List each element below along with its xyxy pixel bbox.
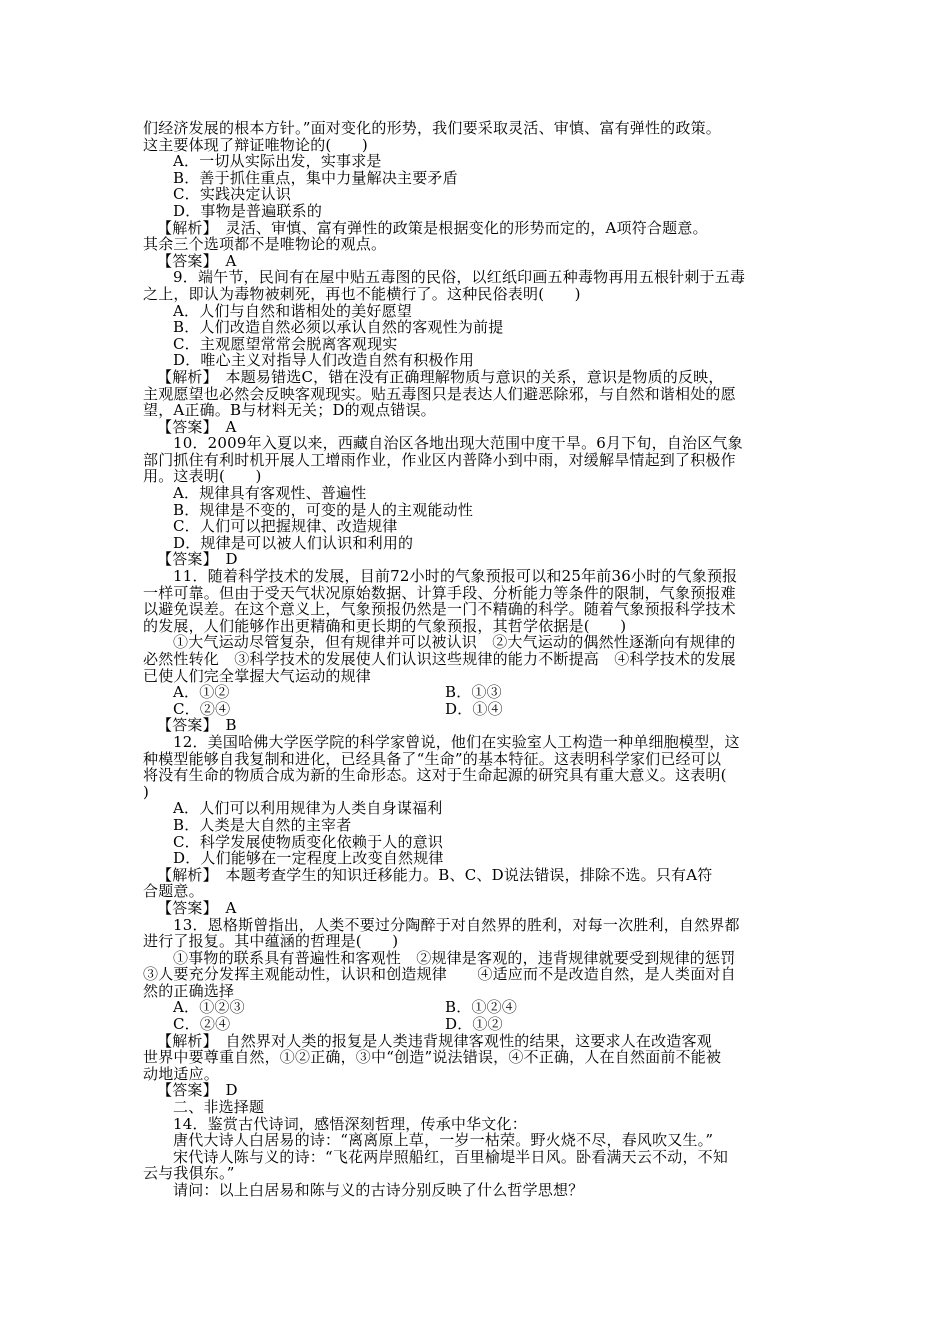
text-line: C．主观愿望常常会脱离客观现实 <box>173 334 398 353</box>
text-line: D．规律是可以被人们认识和利用的 <box>173 533 414 552</box>
text-line: A．规律具有客观性、普遍性 <box>173 484 367 503</box>
text-line: 必然性转化 ③科学技术的发展使人们认识这些规律的能力不断提高 ④科学技术的发展 <box>143 650 736 668</box>
text-line: 二、非选择题 <box>173 1098 265 1117</box>
text-line: 【解析】 本题考查学生的知识迁移能力。B、C、D说法错误，排除不选。只有A符 <box>157 865 713 884</box>
text-line: 唐代大诗人白居易的诗：“离离原上草，一岁一枯荣。野火烧不尽，春风吹又生。” <box>173 1131 714 1150</box>
text-line: 以避免误差。在这个意义上，气象预报仍然是一门不精确的科学。随着气象预报科学技术 <box>143 600 736 619</box>
text-line: A．一切从实际出发，实事求是 <box>173 152 382 171</box>
option-text: B．①②④ <box>445 998 518 1017</box>
option-row <box>143 1016 813 1033</box>
text-line: 一样可靠。但由于受天气状况原始数据、计算手段、分析能力等条件的限制，气象预报难 <box>143 583 736 602</box>
text-line: 这主要体现了辩证唯物论的( ) <box>143 135 368 154</box>
option-text: C．②④ <box>173 699 231 718</box>
text-line: 用。这表明( ) <box>143 467 262 486</box>
text-line: ③人要充分发挥主观能动性，认识和创造规律 ④适应而不是改造自然，是人类面对自 <box>143 965 736 984</box>
text-line: D．人们能够在一定程度上改变自然规律 <box>173 849 444 868</box>
text-line: 将没有生命的物质合成为新的生命形态。这对于生命起源的研究具有重大意义。这表明( <box>143 766 727 785</box>
text-line: A．人们可以利用规律为人类自身谋福利 <box>173 799 443 818</box>
text-line: 望，A正确。B与材料无关；D的观点错误。 <box>143 401 436 420</box>
text-line: C．人们可以把握规律、改造规律 <box>173 517 398 536</box>
text-line: 【答案】 A <box>157 417 237 436</box>
text-line: 主观愿望也必然会反映客观现实。贴五毒图只是表达人们避恶除邪，与自然和谐相处的愿 <box>143 384 736 403</box>
text-line: D．事物是普遍联系的 <box>173 201 323 220</box>
option-row <box>143 701 813 718</box>
text-line: 【答案】 D <box>157 1081 238 1100</box>
text-line: 12．美国哈佛大学医学院的科学家曾说，他们在实验室人工构造一种单细胞模型，这 <box>173 732 740 751</box>
text-line: B．善于抓住重点，集中力量解决主要矛盾 <box>173 168 458 187</box>
option-text: D．①② <box>445 1015 503 1034</box>
option-text: A．①②③ <box>173 998 245 1017</box>
text-line: 11．随着科学技术的发展，目前72小时的气象预报可以和25年前36小时的气象预报 <box>173 567 738 586</box>
text-line: 然的正确选择 <box>143 981 235 1000</box>
text-line: 13．恩格斯曾指出，人类不要过分陶醉于对自然界的胜利，对每一次胜利，自然界都 <box>173 915 740 934</box>
text-line: 【答案】 D <box>157 550 238 569</box>
text-line: B．人们改造自然必须以承认自然的客观性为前提 <box>173 318 504 337</box>
text-line: C．科学发展使物质变化依赖于人的意识 <box>173 832 444 851</box>
text-line: 进行了报复。其中蕴涵的哲理是( ) <box>143 932 399 951</box>
document-page <box>143 120 813 1199</box>
option-row <box>143 999 813 1016</box>
text-line: 【答案】 A <box>157 251 237 270</box>
option-row <box>143 684 813 701</box>
text-line: 【答案】 B <box>157 716 237 735</box>
text-line: 9．端午节，民间有在屋中贴五毒图的民俗，以红纸印画五种毒物再用五根针刺于五毒 <box>173 268 746 287</box>
text-line: 其余三个选项都不是唯物论的观点。 <box>143 235 387 254</box>
text-line: 请问：以上白居易和陈与义的古诗分别反映了什么哲学思想？ <box>173 1181 584 1199</box>
text-line: 的发展，人们能够作出更精确和更长期的气象预报，其哲学依据是( ) <box>143 616 627 635</box>
text-line: ) <box>143 782 150 801</box>
text-line: 动地适应。 <box>143 1064 220 1083</box>
text-line: 合题意。 <box>143 882 204 901</box>
text-line: 云与我俱东。” <box>143 1164 235 1183</box>
text-line: 【解析】 灵活、审慎、富有弹性的政策是根据变化的形势而定的，A项符合题意。 <box>157 218 708 237</box>
text-line: 种模型能够自我复制和进化，已经具备了“生命”的基本特征。这表明科学家们已经可以 <box>143 749 722 768</box>
text-line: 世界中要尊重自然，①②正确，③中“创造”说法错误，④不正确，人在自然面前不能被 <box>143 1048 722 1067</box>
text-line: 【解析】 本题易错选C，错在没有正确理解物质与意识的关系，意识是物质的反映， <box>157 367 724 386</box>
text-line: C．实践决定认识 <box>173 185 292 204</box>
text-line: 10．2009年入夏以来，西藏自治区各地出现大范围中度干旱。6月下旬，自治区气象 <box>173 434 743 453</box>
text-line: ①事物的联系具有普遍性和客观性 ②规律是客观的，违背规律就要受到规律的惩罚 <box>173 948 736 967</box>
text-line: B．人类是大自然的主宰者 <box>173 815 352 834</box>
text-line: 们经济发展的根本方针。”面对变化的形势，我们要采取灵活、审慎、富有弹性的政策。 <box>143 119 721 137</box>
text-line: 14．鉴赏古代诗词，感悟深刻哲理，传承中华文化： <box>173 1114 527 1133</box>
text-line: 部门抓住有利时机开展人工增雨作业，作业区内普降小到中雨，对缓解旱情起到了积极作 <box>143 450 736 469</box>
text-line: 【答案】 A <box>157 898 237 917</box>
text-line: B．规律是不变的，可变的是人的主观能动性 <box>173 500 474 519</box>
text-line: ①大气运动尽管复杂，但有规律并可以被认识 ②大气运动的偶然性逐渐向有规律的 <box>173 633 736 652</box>
text-line: 已使人们完全掌握大气运动的规律 <box>143 666 372 685</box>
option-text: C．②④ <box>173 1015 231 1034</box>
option-text: B．①③ <box>445 683 502 702</box>
option-text: A．①② <box>173 683 230 702</box>
option-text: D．①④ <box>445 699 503 718</box>
text-line: D．唯心主义对指导人们改造自然有积极作用 <box>173 351 475 370</box>
text-line: A．人们与自然和谐相处的美好愿望 <box>173 301 413 320</box>
text-line: 之上，即认为毒物被刺死，再也不能横行了。这种民俗表明( ) <box>143 284 581 303</box>
text-line: 宋代诗人陈与义的诗：“飞花两岸照船红，百里榆堤半日风。卧看满天云不动，不知 <box>173 1147 729 1166</box>
text-line: 【解析】 自然界对人类的报复是人类违背规律客观性的结果，这要求人在改造客观 <box>157 1031 712 1050</box>
